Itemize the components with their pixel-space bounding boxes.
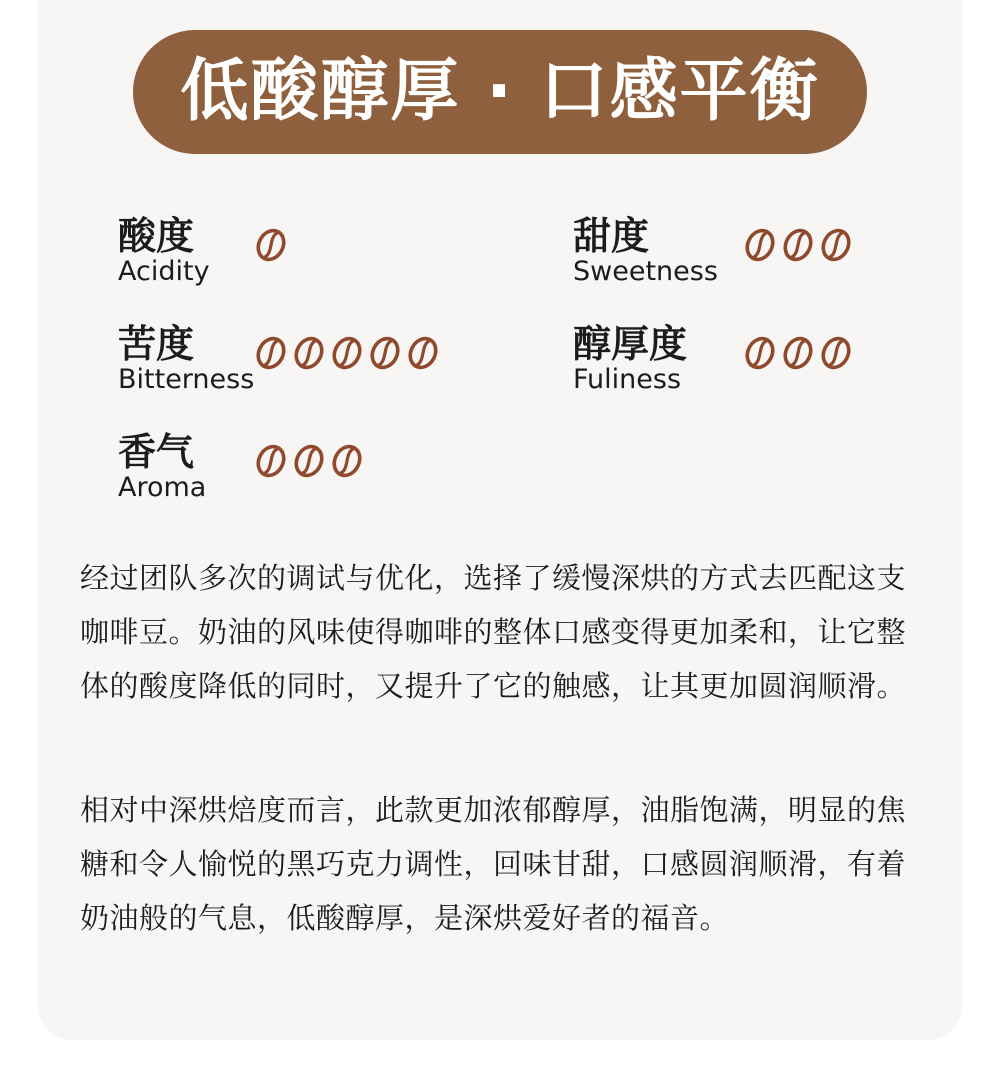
attribute-cn-label: 醇厚度 (573, 322, 688, 366)
attribute-cn-label: 甜度 (573, 214, 650, 258)
rating-beans (256, 336, 438, 370)
banner-title: 低酸醇厚 · 口感平衡 (133, 30, 867, 154)
rating-beans (745, 228, 851, 262)
attribute-en-label: Fuliness (573, 364, 682, 395)
coffee-bean-icon (745, 228, 775, 262)
attribute-en-label: Acidity (118, 256, 210, 287)
coffee-bean-icon (332, 444, 362, 478)
rating-beans (745, 336, 851, 370)
coffee-bean-icon (332, 336, 362, 370)
coffee-bean-icon (783, 228, 813, 262)
attribute-cn-label: 香气 (118, 430, 195, 474)
coffee-bean-icon (256, 444, 286, 478)
coffee-bean-icon (370, 336, 400, 370)
coffee-bean-icon (745, 336, 775, 370)
rating-beans (256, 228, 286, 262)
attribute-en-label: Bitterness (118, 364, 255, 395)
description-paragraph: 相对中深烘焙度而言，此款更加浓郁醇厚，油脂饱满，明显的焦糖和令人愉悦的黑巧克力调性，回味甘甜，口感圆润顺滑，有着奶油般的气息，低酸醇厚，是深烘爱好者的福音。 (80, 793, 907, 935)
coffee-bean-icon (783, 336, 813, 370)
coffee-bean-icon (294, 444, 324, 478)
attribute-en-label: Aroma (118, 472, 207, 503)
coffee-bean-icon (294, 336, 324, 370)
coffee-bean-icon (821, 336, 851, 370)
coffee-bean-icon (256, 228, 286, 262)
coffee-bean-icon (408, 336, 438, 370)
attribute-en-label: Sweetness (573, 256, 718, 287)
rating-beans (256, 444, 362, 478)
coffee-bean-icon (821, 228, 851, 262)
coffee-bean-icon (256, 336, 286, 370)
description-paragraph: 经过团队多次的调试与优化，选择了缓慢深烘的方式去匹配这支咖啡豆。奶油的风味使得咖啡的整体口感变得更加柔和，让它整体的酸度降低的同时，又提升了它的触感，让其更加圆润顺滑。 (80, 561, 907, 703)
attribute-cn-label: 酸度 (118, 214, 195, 258)
attribute-cn-label: 苦度 (118, 322, 195, 366)
